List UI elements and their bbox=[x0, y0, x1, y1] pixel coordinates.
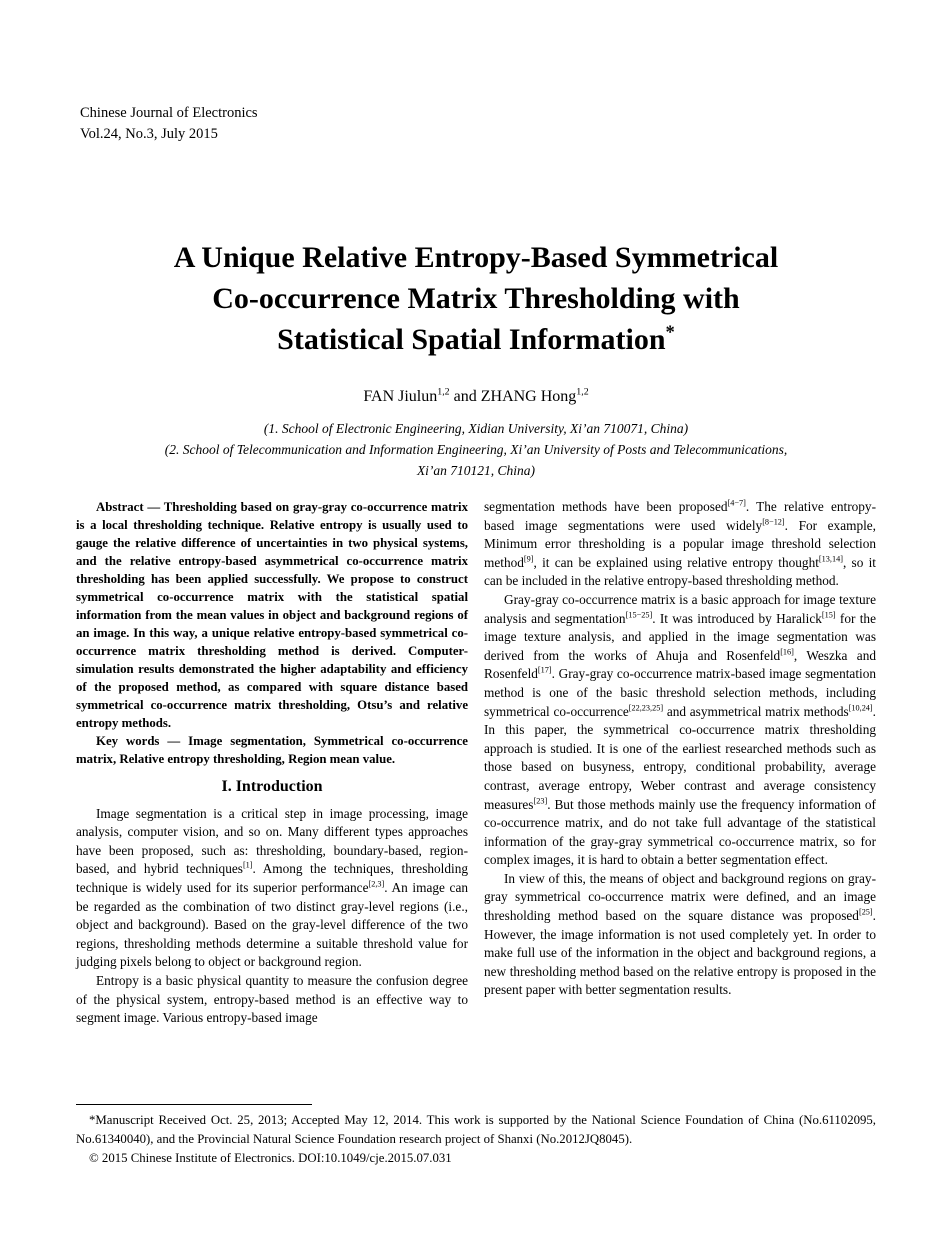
intro-paragraph-3: segmentation methods have been proposed[4−7]. The relative entropy-based image segmentations were used widely[8−12]. For example, Minimum error thresholding is a popular image threshold selection method[9], it can be explained using relative entropy thought[13,14], so it can be included in the relative entropy-based thresholding method. bbox=[484, 498, 877, 589]
journal-issue: Vol.24, No.3, July 2015 bbox=[80, 126, 218, 142]
footnote-manuscript: *Manuscript Received Oct. 25, 2013; Accepted May 12, 2014. This work is supported by the National Science Foundation of China (No.61102095, No.61340040), and the Provincial Natural Science Foundation research project of Shanxi (No.2012JQ8045). bbox=[76, 1113, 876, 1146]
paper-title-line-3: Statistical Spatial Information* bbox=[277, 322, 675, 356]
paper-title bbox=[50, 237, 902, 360]
right-column bbox=[484, 498, 876, 1028]
intro-paragraph-2: Entropy is a basic physical quantity to measure the confusion degree of the physical system, entropy-based method is an effective way to segment image. Various entropy-based image bbox=[76, 972, 468, 1026]
two-column-body bbox=[76, 498, 876, 1028]
paper-title-line-2: Co-occurrence Matrix Thresholding with bbox=[212, 282, 740, 315]
footnote-rule bbox=[76, 1104, 312, 1105]
intro-paragraph-1: Image segmentation is a critical step in image processing, image analysis, computer vision, and so on. Many different types approaches have been proposed, such as: thresholding, boundary-based, region-based, and hybrid techniques[1]. Among the techniques, thresholding technique is widely used for its superior performance[2,3]. An image can be regarded as the combination of two distinct gray-level regions (i.e., object and background). Based on the gray-level difference of the two regions, thresholding methods determine a suitable threshold value for judging pixels belong to object or background region. bbox=[76, 805, 469, 970]
paper-title-line-1: A Unique Relative Entropy-Based Symmetrical bbox=[173, 241, 779, 274]
section-heading-introduction: I. Introduction bbox=[221, 778, 323, 795]
affiliation-2: (2. School of Telecommunication and Information Engineering, Xi’an University of Posts and Telecommunications, bbox=[164, 442, 788, 457]
footnote-copyright: © 2015 Chinese Institute of Electronics. DOI:10.1049/cje.2015.07.031 bbox=[89, 1151, 452, 1165]
journal-header bbox=[80, 103, 258, 145]
authors-line: FAN Jiulun$^{1,2}$ and ZHANG Hong$^{1,2}$ bbox=[363, 386, 589, 405]
intro-paragraph-5: In view of this, the means of object and background regions on gray-gray symmetrical co-occurrence matrix were defined, and an image thresholding method based on the square distance was proposed[25]. However, the image information is not used completely yet. In order to make full use of the information in the object and background regions, a new thresholding method based on the relative entropy is proposed in the present paper with better segmentation results. bbox=[484, 870, 876, 998]
affiliation-3: Xi’an 710121, China) bbox=[416, 463, 536, 478]
abstract-paragraph: Abstract — Thresholding based on gray-gray co-occurrence matrix is a local thresholding technique. Relative entropy is usually used to gauge the relative difference of uncertainties in two physical systems, and the relative entropy-based asymmetrical co-occurrence matrix thresholding has been applied successfully. We propose to construct symmetrical co-occurrence matrix with the statistical spatial information from the mean values in object and background regions of an image. In this way, a unique relative entropy-based symmetrical co-occurrence matrix thresholding method is derived. Computer-simulation results demonstrated the higher adaptability and efficiency of the proposed method, as compared with square distance based symmetrical co-occurrence matrix thresholding, Otsu’s and relative entropy methods. bbox=[76, 500, 468, 730]
journal-name: Chinese Journal of Electronics bbox=[80, 105, 258, 121]
intro-paragraph-4: Gray-gray co-occurrence matrix is a basic approach for image texture analysis and segmentation[15−25]. It was introduced by Haralick[15] for the image texture analysis, and applied in the image segmentation was derived from the works of Ahuja and Rosenfeld[16], Weszka and Rosenfeld[17]. Gray-gray co-occurrence matrix-based image segmentation method is one of the basic threshold selection methods, including symmetrical co-occurrence[22,23,25] and asymmetrical matrix methods[10,24]. In this paper, the symmetrical co-occurrence matrix thresholding approach is studied. It is one of the earliest researched methods such as those based on busyness, entropy, conditional probability, average contrast, average entropy, Weber contrast and average consistency measures[23]. But those methods mainly use the frequency information of co-occurrence matrix, and do not take full advantage of the statistical information of the gray-gray symmetrical co-occurrence matrix, so for complex images, it is hard to obtain a better segmentation effect. bbox=[484, 591, 876, 868]
affiliation-1: (1. School of Electronic Engineering, Xidian University, Xi’an 710071, China) bbox=[263, 421, 689, 436]
left-column bbox=[76, 498, 468, 1028]
footnote-block bbox=[76, 1104, 876, 1168]
keywords-paragraph: Key words — Image segmentation, Symmetrical co-occurrence matrix, Relative entropy thresholding, Region mean value. bbox=[76, 734, 468, 766]
